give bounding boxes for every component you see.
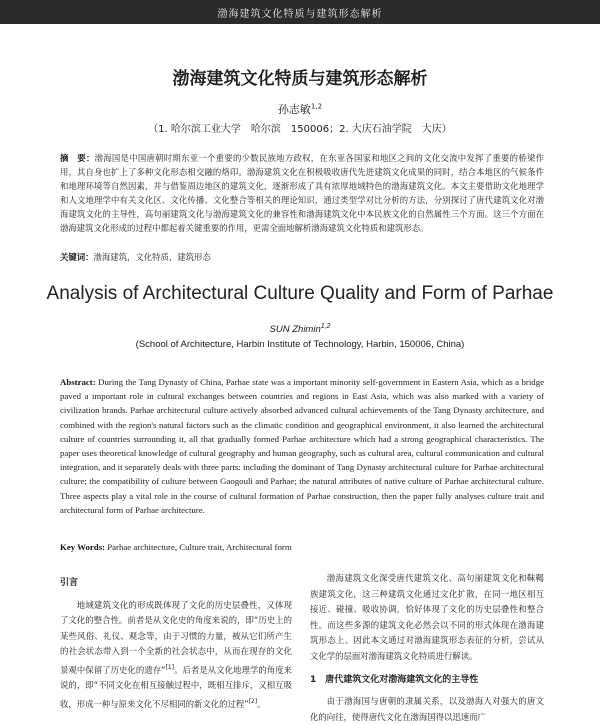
chinese-author-name: 孙志敏 bbox=[277, 103, 311, 116]
english-keywords-text: Parhae architecture, Culture trait, Architectural form bbox=[107, 542, 292, 552]
section-1-heading: 1 唐代建筑文化对渤海建筑文化的主导性 bbox=[310, 674, 479, 685]
english-keywords bbox=[60, 542, 544, 552]
body-right-column bbox=[310, 571, 544, 725]
english-abstract bbox=[60, 375, 544, 517]
chinese-author bbox=[0, 101, 600, 117]
chinese-abstract-text: 渤海国是中国唐朝时期东亚一个重要的少数民族地方政权，在东亚各国家和地区之间的文化交流中发挥了重要的桥梁作用，其自身也扩上了多种文化形态相交融的烙印。渤海建筑文化在积极吸收唐代先进建筑文化成果的同时，结合本地区的气候条件和地理环境等自然因素，并与借鉴周边地区的建筑文化，逐渐形成了具有浓厚地域特色的渤海建筑文化。本文主要借助文化地理学和人文地理学中有关文化区、文化传播、文化整合等相关的理论知识，通过类型学对比分析的方法，分别探讨了唐代建筑文化对渤海建筑文化的主导性，高句丽建筑文化与渤海建筑文化的兼容性和渤海建筑文化中本民族文化的自然属性三个方面。这三个方面在渤海建筑文化形成的过程中都起着关键重要的作用，更需全面地解析渤海建筑文化特质和建筑形态。 bbox=[60, 153, 544, 234]
chinese-keywords-text: 渤海建筑，文化特质，建筑形态 bbox=[93, 252, 211, 262]
intro-paragraph-text-1: 地域建筑文化的形成既体现了文化的历史层叠性，又体现了文化的整合性。前者是从文化史的角度来说的，即“历史上的某些风俗、礼仪、观念等，由于习惯的力量，被从它们所产生的社会状态带入到一个全新的社会状态中，从而在现存的文化景观中保留了历史化的遗存” bbox=[60, 599, 292, 675]
chinese-affiliation: （1. 哈尔滨工业大学 哈尔滨 150006；2. 大庆石油学院 大庆） bbox=[148, 124, 452, 135]
chinese-abstract-label: 摘 要： bbox=[60, 153, 95, 163]
journal-header-text: 渤海建筑文化特质与建筑形态解析 bbox=[217, 9, 383, 20]
english-abstract-label: Abstract: bbox=[60, 377, 96, 387]
chinese-title: 渤海建筑文化特质与建筑形态解析 bbox=[172, 69, 428, 89]
chinese-keywords bbox=[60, 251, 544, 263]
english-abstract-text: During the Tang Dynasty of China, Parhae state was a important minority self-government in Eastern Asia, which as a bridge paved a important role in cultural exchanges between countries and regions in East Asia, which was also marked with a variety of civilization brands. Parhae architectural culture actively absorbed advanced cultural achievements of the Tang Dynasty architecture, and combined with the region's natural factors such as the climatic condition and geographical environment, it also learned the architectural culture of countries surrounding it, all that gradually formed Parhae architecture which had a strong geographical characteristics. The paper uses theoretical knowledge of cultural geography and human geography, such as cultural area, cultural communication and cultural integration, and it separately deals with three parts: including the dominant of Tang Dynasty architectural culture for Parhae architectural culture; the compatibility of culture between Gaogouli and Parhae; the natural attributes of native culture of Parhae architectural culture. Three aspects play a vital role in the course of cultural formation of Parhae construction, then the paper fully analyses culture trait and architectural form of Parhae architecture. bbox=[60, 377, 545, 515]
english-keywords-label: Key Words: bbox=[60, 542, 106, 552]
intro-paragraph bbox=[60, 598, 292, 713]
citation-2: [2] bbox=[248, 697, 258, 705]
chinese-abstract bbox=[60, 151, 544, 236]
english-author-affiliation-marks: 1,2 bbox=[320, 323, 331, 330]
english-author-name: SUN Zhimin bbox=[269, 324, 321, 336]
intro-heading: 引言 bbox=[60, 578, 79, 588]
english-affiliation: (School of Architecture, Harbin Institute of Technology, Harbin, 150006, China) bbox=[135, 339, 465, 350]
chinese-author-affiliation-marks: 1,2 bbox=[310, 102, 323, 111]
intro-paragraph-text-2: 。后者是从文化地理学的角度来说的，即“不同文化在相互接触过程中，既相互排斥，又相互吸收，形成一种与原来文化不尽相同的新文化的过程” bbox=[60, 664, 293, 709]
right-column-paragraph: 渤海建筑文化深受唐代建筑文化、高句丽建筑文化和靺鞨族建筑文化，这三种建筑文化通过文化扩散，在同一地区相互接近、碰撞、吸收协调，恰好体现了文化的历史层叠性和整合性。而这些多源的建筑文化必然会以不同的形式体现在渤海建筑形态上。因此本文通过对渤海建筑形态表征的分析，尝试从文化学的层面对渤海建筑文化特质进行解读。 bbox=[310, 573, 544, 661]
english-title: Analysis of Architectural Culture Quality and Form of Parhae bbox=[46, 283, 554, 304]
intro-paragraph-text-3: 。 bbox=[257, 698, 266, 709]
chinese-keywords-label: 关键词： bbox=[60, 252, 94, 262]
english-author bbox=[0, 323, 600, 335]
body-left-column bbox=[60, 576, 292, 712]
section-1-paragraph: 由于渤海国与唐朝的隶属关系，以及渤海人对强大的唐文化的向往，使得唐代文化在渤海国得以迅速而广 bbox=[310, 696, 544, 722]
citation-1: [1] bbox=[165, 663, 174, 671]
